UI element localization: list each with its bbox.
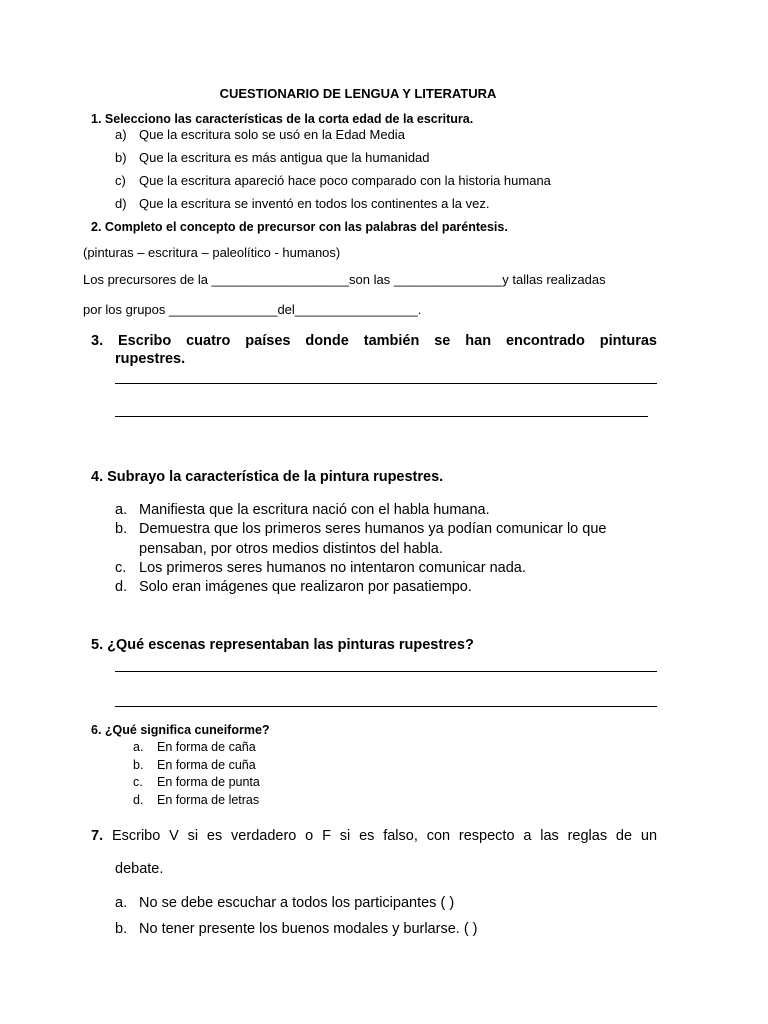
answer-line[interactable] <box>115 383 657 384</box>
option-text: Los primeros seres humanos no intentaron comunicar nada. <box>139 560 526 576</box>
question-4 <box>91 469 443 485</box>
option-text: Demuestra que los primeros seres humanos ya podían comunicar lo que <box>139 521 607 537</box>
list-item <box>133 793 259 807</box>
option-text: Que la escritura se inventó en todos los continentes a la vez. <box>139 196 490 211</box>
option-text: Que la escritura apareció hace poco comparado con la historia humana <box>139 173 551 188</box>
option-text: En forma de letras <box>157 793 260 807</box>
list-item <box>115 502 490 518</box>
question-2 <box>91 220 508 234</box>
question-number: 2. <box>91 220 102 234</box>
option-label: a. <box>115 895 128 911</box>
question-1 <box>91 112 473 126</box>
question-3 <box>91 333 657 349</box>
list-item <box>133 758 256 772</box>
answer-line[interactable] <box>115 416 648 417</box>
question-text: Completo el concepto de precursor con las palabras del paréntesis. <box>104 220 508 234</box>
option-label: b. <box>115 521 128 537</box>
question-text-continued: debate. <box>115 861 164 877</box>
option-label: c. <box>115 560 127 576</box>
list-item <box>115 127 405 142</box>
option-text: En forma de caña <box>157 740 256 754</box>
list-item <box>115 173 551 188</box>
option-text: Solo eran imágenes que realizaron por pasatiempo. <box>139 579 472 595</box>
question-text-continued: rupestres. <box>115 351 186 367</box>
question-5 <box>91 637 474 653</box>
option-text: Que la escritura es más antigua que la humanidad <box>139 150 430 165</box>
list-item <box>115 560 526 576</box>
question-number: 7. <box>91 828 104 844</box>
option-label: b. <box>133 758 144 772</box>
option-label: c. <box>133 775 143 789</box>
list-item <box>115 521 606 537</box>
list-item <box>115 579 472 595</box>
question-text: Escribo V si es verdadero o F si es falso, con respecto a las reglas de un <box>111 828 658 844</box>
option-text-continued: pensaban, por otros medios distintos del habla. <box>139 541 443 557</box>
question-text: Subrayo la característica de la pintura rupestres. <box>107 469 444 485</box>
option-label: d. <box>133 793 144 807</box>
question-number: 1. <box>91 112 102 126</box>
question-text: ¿Qué escenas representaban las pinturas rupestres? <box>107 637 474 653</box>
fill-in-line: Los precursores de la ___________________son las _______________y tallas realizadas <box>83 272 606 287</box>
option-text: En forma de cuña <box>157 758 256 772</box>
option-label: a. <box>133 740 144 754</box>
question-text: ¿Qué significa cuneiforme? <box>104 723 270 737</box>
option-text: Que la escritura solo se usó en la Edad Media <box>139 127 405 142</box>
question-number: 3. <box>91 333 104 349</box>
option-text: No tener presente los buenos modales y burlarse. ( ) <box>139 921 478 937</box>
list-item <box>115 150 430 165</box>
list-item <box>115 921 478 937</box>
option-label: b) <box>115 150 127 165</box>
option-text: No se debe escuchar a todos los participantes ( ) <box>139 895 455 911</box>
option-label: b. <box>115 921 128 937</box>
answer-line[interactable] <box>115 671 657 672</box>
list-item <box>133 775 260 789</box>
word-bank: (pinturas – escritura – paleolítico - humanos) <box>83 245 341 260</box>
question-6 <box>91 723 270 737</box>
option-label: a) <box>115 127 127 142</box>
option-label: c) <box>115 173 126 188</box>
option-label: d) <box>115 196 127 211</box>
question-number: 6. <box>91 723 102 737</box>
list-item <box>133 740 256 754</box>
option-label: d. <box>115 579 128 595</box>
question-number: 5. <box>91 637 104 653</box>
list-item <box>115 196 489 211</box>
page-title: CUESTIONARIO DE LENGUA Y LITERATURA <box>219 86 497 101</box>
question-text: Selecciono las características de la corta edad de la escritura. <box>104 112 474 126</box>
option-label: a. <box>115 502 128 518</box>
fill-in-line: por los grupos _______________del_________________. <box>83 302 422 317</box>
question-text: Escribo cuatro países donde también se han encontrado pinturas <box>118 333 657 349</box>
option-text: Manifiesta que la escritura nació con el habla humana. <box>139 502 490 518</box>
question-7 <box>91 828 657 844</box>
list-item <box>115 895 454 911</box>
question-number: 4. <box>91 469 104 485</box>
option-text: En forma de punta <box>157 775 260 789</box>
answer-line[interactable] <box>115 706 657 707</box>
